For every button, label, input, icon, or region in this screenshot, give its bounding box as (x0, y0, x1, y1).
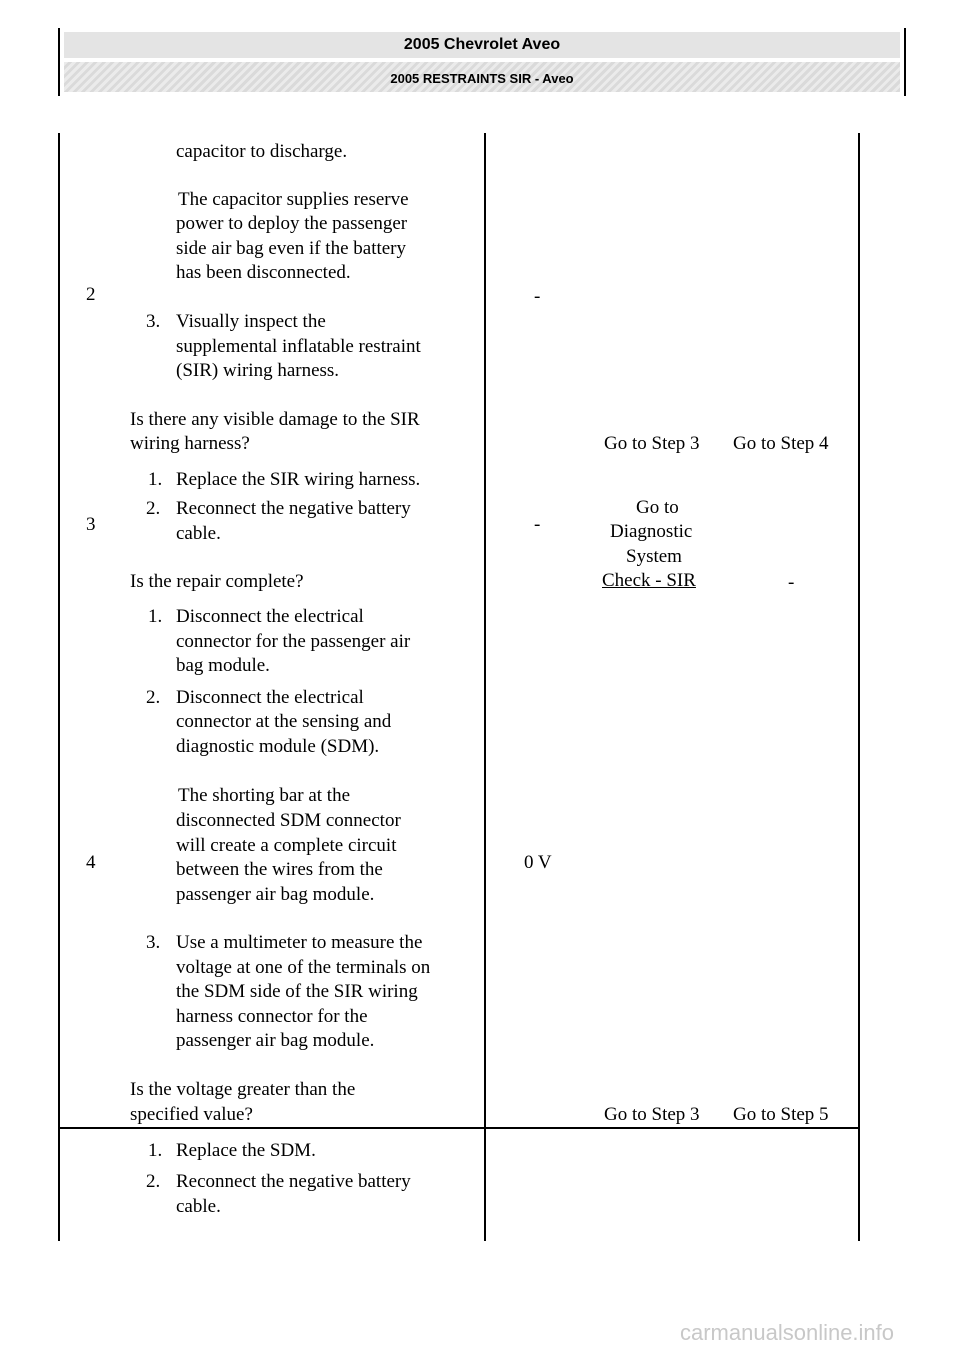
step-3-item-1: Replace the SIR wiring harness. (176, 469, 421, 490)
step-2-text-a1: capacitor to discharge. (176, 141, 348, 162)
step-2-note-3: side air bag even if the battery (176, 238, 407, 259)
table-border-left (58, 133, 60, 1241)
watermark: carmanualsonline.info (680, 1320, 895, 1345)
step-4-item-2-line-3: diagnostic module (SDM). (176, 736, 380, 757)
step-4-item-1-num: 1. (148, 606, 163, 627)
step-number-2: 2 (86, 284, 96, 305)
step-4-note-2: disconnected SDM connector (176, 810, 401, 831)
step-4-item-3-line-4: harness connector for the (176, 1006, 368, 1027)
step-4-item-1-line-2: connector for the passenger air (176, 631, 411, 652)
step-2-no-link[interactable]: Go to Step 4 (733, 433, 829, 454)
step-3-no-value: - (788, 572, 795, 593)
step-4-item-3-line-3: the SDM side of the SIR wiring (176, 981, 418, 1002)
step-5-item-2-line-2: cable. (176, 1196, 221, 1217)
step-5-item-2-num: 2. (146, 1171, 161, 1192)
step-4-item-2-line-2: connector at the sensing and (176, 711, 392, 732)
step-4-item-2-line-1: Disconnect the electrical (176, 687, 364, 708)
step-3-item-2-line-1: Reconnect the negative battery (176, 498, 411, 519)
step-4-value: 0 V (524, 852, 552, 873)
document-title: 2005 Chevrolet Aveo (64, 32, 900, 58)
step-4-note-4: between the wires from the (176, 859, 383, 880)
step-number-4: 4 (86, 852, 96, 873)
step-2-note-4: has been disconnected. (176, 262, 351, 283)
step-4-item-3-line-1: Use a multimeter to measure the (176, 932, 423, 953)
step-3-question: Is the repair complete? (130, 571, 304, 592)
step-4-item-1-line-3: bag module. (176, 655, 270, 676)
step-3-item-1-num: 1. (148, 469, 163, 490)
step-5-item-1-num: 1. (148, 1140, 163, 1161)
step-2-item-3-line-1: Visually inspect the (176, 311, 326, 332)
step-2-yes-link[interactable]: Go to Step 3 (604, 433, 700, 454)
step-number-3: 3 (86, 514, 96, 535)
step-4-item-3-num: 3. (146, 932, 161, 953)
step-4-item-1-line-1: Disconnect the electrical (176, 606, 364, 627)
step-2-question-1: Is there any visible damage to the SIR (130, 409, 420, 430)
step-4-note-3: will create a complete circuit (176, 835, 397, 856)
step-4-question-2: specified value? (130, 1104, 253, 1125)
step-2-note-2: power to deploy the passenger (176, 213, 408, 234)
step-3-yes-line-1: Go to (636, 497, 679, 518)
step-5-item-1: Replace the SDM. (176, 1140, 316, 1161)
step-2-note-1: The capacitor supplies reserve (178, 189, 409, 210)
step-3-yes-line-2: Diagnostic (610, 521, 693, 542)
page-header (58, 28, 906, 96)
header-border-left (58, 28, 60, 96)
step-3-item-2-line-2: cable. (176, 523, 221, 544)
step-3-item-2-num: 2. (146, 498, 161, 519)
step-4-question-1: Is the voltage greater than the (130, 1079, 356, 1100)
table-divider-value (484, 133, 486, 1241)
document-subtitle: 2005 RESTRAINTS SIR - Aveo (64, 62, 900, 92)
step-4-no-link[interactable]: Go to Step 5 (733, 1104, 829, 1125)
step-2-item-3-num: 3. (146, 311, 161, 332)
step-2-question-2: wiring harness? (130, 433, 250, 454)
step-4-note-5: passenger air bag module. (176, 884, 375, 905)
step-3-value: - (534, 514, 541, 535)
step-4-item-3-line-2: voltage at one of the terminals on (176, 957, 431, 978)
step-2-value: - (534, 286, 541, 307)
step-4-yes-link[interactable]: Go to Step 3 (604, 1104, 700, 1125)
step-2-item-3-line-2: supplemental inflatable restraint (176, 336, 421, 357)
step-3-yes-line-3: System (626, 546, 682, 567)
step-4-note-1: The shorting bar at the (178, 785, 351, 806)
step-4-item-3-line-5: passenger air bag module. (176, 1030, 375, 1051)
diagnostic-system-check-link[interactable]: Check - SIR (602, 570, 696, 591)
step-4-item-2-num: 2. (146, 687, 161, 708)
table-border-right (858, 133, 860, 1241)
step-5-item-2-line-1: Reconnect the negative battery (176, 1171, 411, 1192)
header-border-right (904, 28, 906, 96)
step-2-item-3-line-3: (SIR) wiring harness. (176, 360, 340, 381)
